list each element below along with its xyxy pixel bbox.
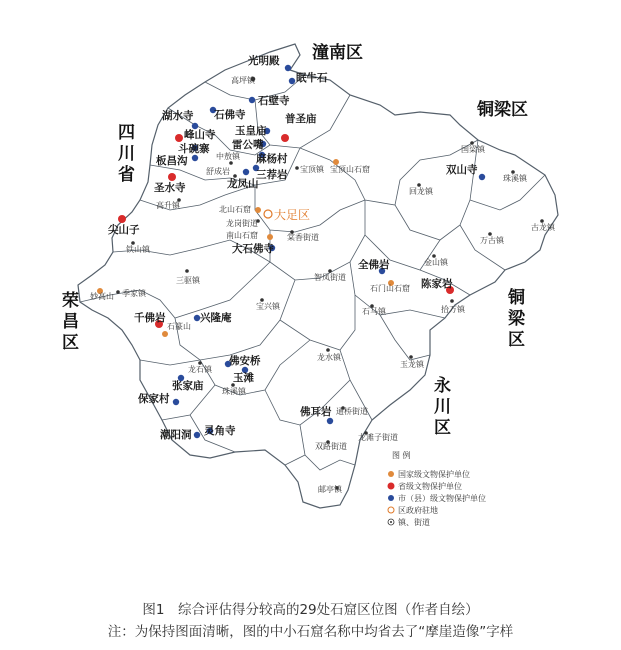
svg-text:佛安桥: 佛安桥 xyxy=(229,355,261,367)
region-label-sichuan-1: 四 xyxy=(118,123,135,143)
region-label-sichuan-3: 省 xyxy=(118,165,135,185)
svg-text:市（县）级文物保护单位: 市（县）级文物保护单位 xyxy=(398,494,486,503)
svg-text:普圣庙: 普圣庙 xyxy=(285,113,317,125)
svg-text:宝兴镇: 宝兴镇 xyxy=(256,302,280,311)
region-label-rongchang-3: 区 xyxy=(62,333,79,353)
svg-text:珠溪镇: 珠溪镇 xyxy=(503,174,527,183)
site-shifosi xyxy=(210,107,246,121)
svg-text:保家村: 保家村 xyxy=(138,393,170,405)
region-label-yongchuan-vertical xyxy=(434,376,451,438)
svg-text:国家级文物保护单位: 国家级文物保护单位 xyxy=(398,470,470,479)
site-foanqiao xyxy=(225,354,261,367)
region-label-tongliang-north: 铜梁区 xyxy=(477,100,528,120)
region-label-sichuan-vertical xyxy=(118,123,135,185)
svg-text:北山石窟: 北山石窟 xyxy=(219,205,251,214)
svg-text:高坪镇: 高坪镇 xyxy=(231,76,255,85)
svg-text:龙石镇: 龙石镇 xyxy=(188,365,212,374)
region-label-tongnan: 潼南区 xyxy=(312,43,363,63)
svg-text:眠牛石: 眠牛石 xyxy=(296,72,328,84)
svg-text:全佛岩: 全佛岩 xyxy=(358,259,390,271)
svg-text:国梁镇: 国梁镇 xyxy=(461,145,485,154)
svg-text:斗碗寨: 斗碗寨 xyxy=(178,143,210,155)
svg-text:双山寺: 双山寺 xyxy=(446,164,478,176)
site-yuhuangmiao xyxy=(235,124,270,137)
svg-text:张家庙: 张家庙 xyxy=(172,380,204,392)
svg-text:玉皇庙: 玉皇庙 xyxy=(235,125,267,137)
town-youting xyxy=(318,484,343,494)
svg-text:麻杨村: 麻杨村 xyxy=(256,153,288,165)
region-label-yongchuan-3: 区 xyxy=(434,418,451,438)
svg-text:高升镇: 高升镇 xyxy=(156,201,180,210)
capital-label: 大足区 xyxy=(274,208,311,222)
svg-text:古龙镇: 古龙镇 xyxy=(531,223,555,232)
region-label-tongliang-east-1: 铜 xyxy=(508,288,525,308)
svg-text:通桥街道: 通桥街道 xyxy=(336,407,368,416)
svg-text:省级文物保护单位: 省级文物保护单位 xyxy=(398,482,462,491)
svg-text:双路街道: 双路街道 xyxy=(315,442,347,451)
svg-text:玉滩: 玉滩 xyxy=(233,372,254,384)
svg-text:区政府驻地: 区政府驻地 xyxy=(398,506,438,515)
svg-text:金山镇: 金山镇 xyxy=(424,258,448,267)
svg-text:大石佛寺: 大石佛寺 xyxy=(232,243,274,255)
site-douwanzhai xyxy=(178,142,210,155)
svg-text:石马镇: 石马镇 xyxy=(362,307,386,316)
svg-text:灵角寺: 灵角寺 xyxy=(204,425,236,437)
town-baoding xyxy=(295,164,325,174)
svg-text:石佛寺: 石佛寺 xyxy=(214,109,246,121)
svg-text:南山石窟: 南山石窟 xyxy=(226,231,258,240)
svg-text:圣水寺: 圣水寺 xyxy=(154,182,186,194)
site-xinglongan xyxy=(194,311,232,324)
svg-text:石篆山: 石篆山 xyxy=(167,322,191,331)
svg-text:邮亭镇: 邮亭镇 xyxy=(318,485,342,494)
svg-text:宝顶镇: 宝顶镇 xyxy=(300,165,324,174)
region-label-tongliang-east-3: 区 xyxy=(508,330,525,350)
svg-text:三驱镇: 三驱镇 xyxy=(176,276,200,285)
legend-item-town xyxy=(388,517,430,527)
region-label-sichuan-2: 川 xyxy=(118,144,135,164)
svg-text:石壁寺: 石壁寺 xyxy=(258,95,290,107)
site-dashifosi xyxy=(232,242,275,255)
svg-text:棠香街道: 棠香街道 xyxy=(287,233,319,242)
legend-title: 图 例 xyxy=(392,451,411,460)
region-label-yongchuan-1: 永 xyxy=(434,376,451,396)
svg-text:佛耳岩: 佛耳岩 xyxy=(300,406,332,418)
town-shuanglu xyxy=(315,440,347,451)
svg-text:智凤街道: 智凤街道 xyxy=(314,273,346,282)
svg-text:石门山石窟: 石门山石窟 xyxy=(370,284,410,293)
town-longgang xyxy=(226,218,260,228)
region-label-rongchang-vertical xyxy=(62,291,79,353)
svg-text:舒成岩: 舒成岩 xyxy=(206,167,230,176)
svg-text:板昌沟: 板昌沟 xyxy=(156,155,188,167)
svg-text:季家镇: 季家镇 xyxy=(122,289,146,298)
svg-text:玉龙镇: 玉龙镇 xyxy=(400,360,424,369)
svg-text:三荐岩: 三荐岩 xyxy=(256,169,288,181)
svg-text:万古镇: 万古镇 xyxy=(480,236,504,245)
town-longtanzi xyxy=(358,431,398,442)
svg-text:铁山镇: 铁山镇 xyxy=(126,245,150,254)
svg-text:回龙镇: 回龙镇 xyxy=(409,187,433,196)
svg-text:陈家岩: 陈家岩 xyxy=(421,278,453,290)
svg-text:尖山子: 尖山子 xyxy=(108,224,140,236)
svg-text:龙岗街道: 龙岗街道 xyxy=(226,219,258,228)
svg-text:拾万镇: 拾万镇 xyxy=(441,305,465,314)
svg-text:镇、街道: 镇、街道 xyxy=(398,518,430,527)
region-label-rongchang-2: 昌 xyxy=(62,312,79,332)
svg-text:千佛岩: 千佛岩 xyxy=(134,312,166,324)
legend-item-provincial xyxy=(388,481,463,491)
legend-item-capital xyxy=(388,505,438,515)
figure-note: 注：为保持图面清晰，图的中小石窟名称中均省去了“摩崖造像”字样 xyxy=(107,624,514,640)
region-label-rongchang-1: 荣 xyxy=(62,291,79,311)
region-label-yongchuan-2: 川 xyxy=(434,397,451,417)
svg-text:峰山寺: 峰山寺 xyxy=(184,129,216,141)
svg-text:珠溪镇: 珠溪镇 xyxy=(222,387,246,396)
legend xyxy=(388,450,487,527)
svg-text:兴隆庵: 兴隆庵 xyxy=(200,312,232,324)
legend-item-national xyxy=(388,469,470,479)
site-leigongzui xyxy=(232,138,266,151)
svg-text:湖水寺: 湖水寺 xyxy=(162,110,194,122)
svg-text:龙滩子街道: 龙滩子街道 xyxy=(358,433,398,442)
svg-text:宝顶山石窟: 宝顶山石窟 xyxy=(330,165,370,174)
region-label-tongliang-east-vertical xyxy=(507,287,526,350)
svg-text:雷公嘴: 雷公嘴 xyxy=(232,139,264,151)
svg-text:龙凤山: 龙凤山 xyxy=(227,178,259,190)
figure-caption: 图1 综合评估得分较高的29处石窟区位图（作者自绘） xyxy=(142,602,479,618)
site-linjiaosi xyxy=(204,424,236,437)
site-mayangcun xyxy=(256,152,288,165)
region-label-tongliang-east-2: 梁 xyxy=(508,309,525,329)
svg-text:妙高山: 妙高山 xyxy=(90,292,114,301)
svg-text:中敖镇: 中敖镇 xyxy=(216,152,240,161)
svg-text:光明殿: 光明殿 xyxy=(248,55,280,67)
svg-text:龙水镇: 龙水镇 xyxy=(317,353,341,362)
town-gaoping xyxy=(231,75,256,85)
svg-text:潮阳洞: 潮阳洞 xyxy=(160,429,192,441)
town-tongqiao xyxy=(336,406,368,416)
legend-item-municipal xyxy=(388,493,486,503)
